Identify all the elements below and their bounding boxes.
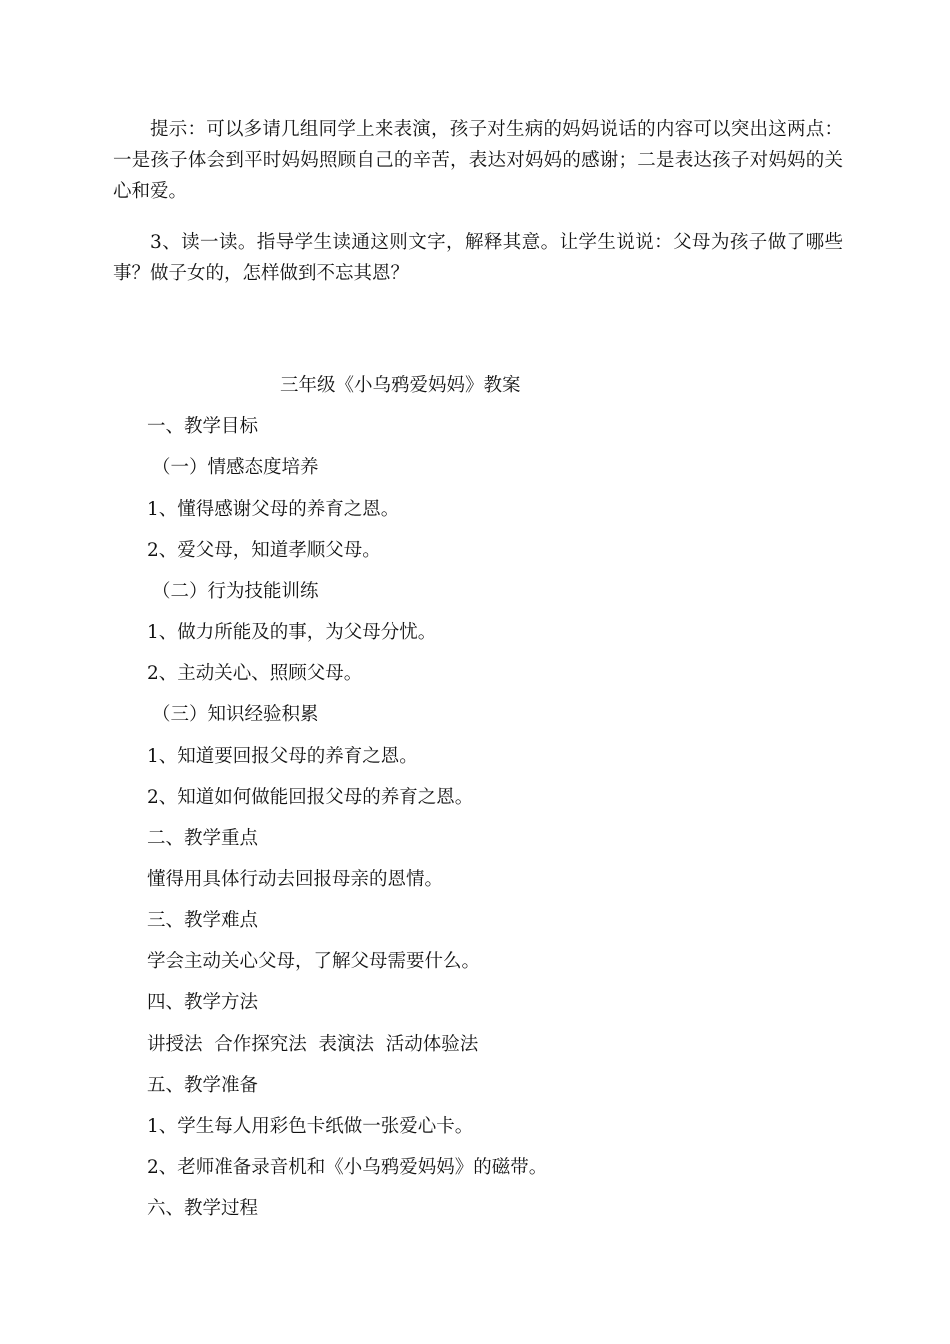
list-item: 1、知道要回报父母的养育之恩。 [147, 746, 418, 767]
section-body: 懂得用具体行动去回报母亲的恩情。 [147, 869, 444, 890]
list-item: 1、做力所能及的事，为父母分忧。 [147, 622, 437, 643]
hint-paragraph: 提示：可以多请几组同学上来表演，孩子对生病的妈妈说话的内容可以突出这两点：一是孩子体会到平时妈妈照顾自己的辛苦，表达对妈妈的感谢；二是表达孩子对妈妈的关心和爱。 [113, 119, 843, 202]
section-heading: 四、教学方法 [147, 992, 259, 1013]
list-item: 2、老师准备录音机和《小乌鸦爱妈妈》的磁带。 [147, 1157, 548, 1178]
section-heading: 六、教学过程 [147, 1198, 259, 1219]
section-heading: 三、教学难点 [147, 910, 259, 931]
list-item: 1、学生每人用彩色卡纸做一张爱心卡。 [147, 1116, 474, 1137]
subsection-heading: （二）行为技能训练 [152, 581, 319, 602]
read-activity-paragraph: 3、读一读。指导学生读通这则文字，解释其意。让学生说说：父母为孩子做了哪些事？做子女的，怎样做到不忘其恩？ [113, 232, 843, 284]
section-heading: 二、教学重点 [147, 828, 259, 849]
list-item: 1、懂得感谢父母的养育之恩。 [147, 499, 400, 520]
list-item: 2、主动关心、照顾父母。 [147, 663, 363, 684]
section-heading: 五、教学准备 [147, 1075, 259, 1096]
section-body: 讲授法 合作探究法 表演法 活动体验法 [147, 1034, 479, 1055]
lesson-plan-title: 三年级《小乌鸦爱妈妈》教案 [280, 375, 521, 396]
subsection-heading: （一）情感态度培养 [152, 457, 319, 478]
section-body: 学会主动关心父母，了解父母需要什么。 [147, 951, 481, 972]
list-item: 2、爱父母，知道孝顺父母。 [147, 540, 381, 561]
section-heading: 一、教学目标 [147, 416, 259, 437]
list-item: 2、知道如何做能回报父母的养育之恩。 [147, 787, 474, 808]
subsection-heading: （三）知识经验积累 [152, 704, 319, 725]
